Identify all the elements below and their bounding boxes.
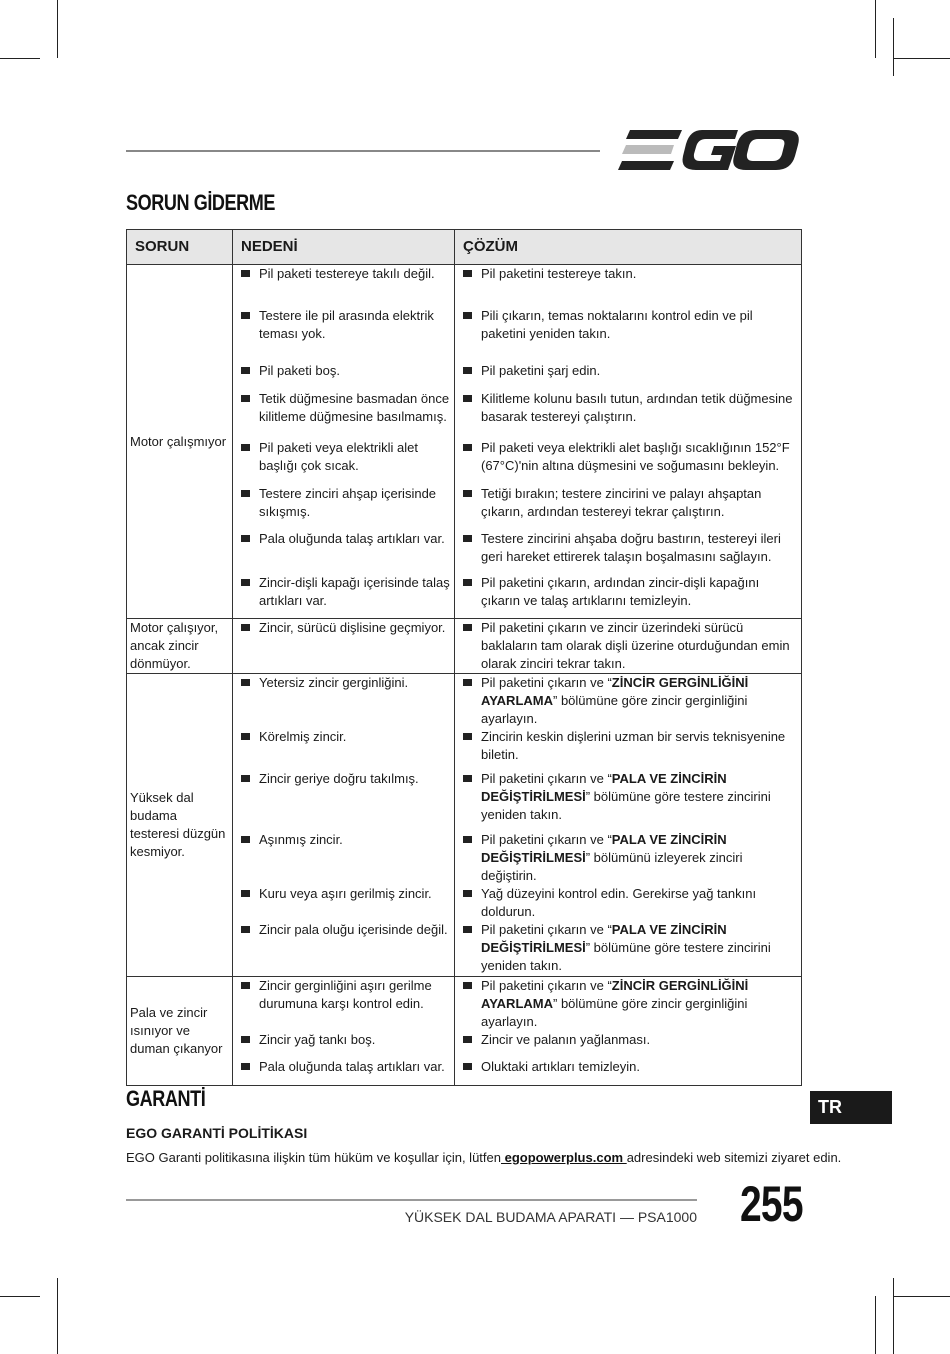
- cause-cell: [233, 885, 455, 921]
- bullet-icon: [241, 367, 250, 374]
- cause-segment: Zincir-dişli kapağı içerisinde talaş artıkları var.: [259, 574, 450, 608]
- cause-text: [259, 439, 451, 475]
- cause-text: [259, 619, 451, 637]
- table-header-row: [127, 230, 802, 265]
- cause-segment: Zincir yağ tankı boş.: [259, 1031, 376, 1047]
- solution-segment: Yağ düzeyini kontrol edin. Gerekirse yağ tankını doldurun.: [481, 886, 757, 919]
- bullet-icon: [463, 624, 472, 631]
- warranty-text-before: EGO Garanti politikasına ilişkin tüm hüküm ve koşullar için, lütfen: [126, 1150, 501, 1165]
- cause-cell: [233, 921, 455, 976]
- crop-mark: [875, 0, 876, 58]
- solution-bold-ref: ZİNCİR GERGİNLİĞİNİ AYARLAMA: [481, 675, 749, 708]
- bullet-icon: [241, 1063, 250, 1070]
- cause-item: [236, 921, 451, 939]
- solution-item: [458, 485, 798, 521]
- cause-segment: Tetik düğmesine basmadan önce kilitleme düğmesine basılmamış.: [259, 390, 450, 424]
- solution-item: [458, 619, 798, 673]
- solution-item: [458, 362, 798, 380]
- cause-item: [236, 530, 451, 548]
- crop-mark: [0, 1296, 40, 1297]
- crop-mark: [893, 1296, 950, 1297]
- bullet-icon: [241, 1036, 250, 1043]
- solution-segment: Zincirin keskin dişlerini uzman bir servis teknisyenine biletin.: [481, 729, 786, 762]
- cause-item: [236, 770, 451, 788]
- bullet-icon: [241, 836, 250, 843]
- solution-text: [481, 530, 798, 566]
- cause-text: [259, 265, 451, 283]
- solution-segment: Pil paketini çıkarın, ardından zincir-dişli kapağını çıkarın ve talaş artıklarını temizleyin.: [481, 574, 760, 608]
- bullet-icon: [241, 926, 250, 933]
- solution-segment: Pil paketini çıkarın ve zincir üzerindeki sürücü baklaların tam olarak dişli üzerine oturduğundan emin olarak zinciri tekrar takın.: [481, 620, 790, 671]
- bullet-icon: [463, 367, 472, 374]
- cause-cell: [233, 1058, 455, 1086]
- solution-text: [481, 362, 798, 380]
- bullet-icon: [241, 444, 250, 451]
- solution-text: [481, 307, 798, 343]
- bullet-icon: [241, 270, 250, 277]
- cause-cell: [233, 362, 455, 390]
- solution-cell: [455, 265, 802, 307]
- crop-mark: [875, 1296, 876, 1354]
- solution-text: [481, 574, 798, 610]
- solution-cell: [455, 831, 802, 885]
- solution-segment: Pil paketini çıkarın ve “: [481, 771, 612, 786]
- cause-segment: Pil paketi veya elektrikli alet başlığı çok sıcak.: [259, 439, 418, 473]
- cause-item: [236, 574, 451, 610]
- bullet-icon: [241, 775, 250, 782]
- cause-cell: [233, 307, 455, 362]
- column-header-solution: ÇÖZÜM: [455, 230, 802, 265]
- solution-item: [458, 977, 798, 1031]
- solution-text: [481, 921, 798, 975]
- cause-item: [236, 885, 451, 903]
- cause-text: [259, 574, 451, 610]
- solution-cell: [455, 728, 802, 770]
- bullet-icon: [241, 982, 250, 989]
- crop-mark: [893, 1278, 894, 1354]
- cause-cell: [233, 530, 455, 574]
- bullet-icon: [241, 490, 250, 497]
- cause-cell: [233, 1031, 455, 1058]
- solution-cell: [455, 976, 802, 1031]
- table-row: [127, 265, 802, 307]
- warranty-subtitle: EGO GARANTİ POLİTİKASI: [126, 1125, 308, 1141]
- cause-item: [236, 307, 451, 343]
- cause-text: [259, 977, 451, 1013]
- solution-item: [458, 728, 798, 764]
- cause-cell: [233, 619, 455, 674]
- bullet-icon: [463, 890, 472, 897]
- solution-item: [458, 265, 798, 283]
- solution-cell: [455, 1058, 802, 1086]
- cause-item: [236, 674, 451, 692]
- warranty-text-after: adresindeki web sitemizi ziyaret edin.: [626, 1150, 842, 1165]
- solution-item: [458, 530, 798, 566]
- solution-text: [481, 831, 798, 885]
- bullet-icon: [463, 775, 472, 782]
- cause-text: [259, 1058, 451, 1076]
- bullet-icon: [463, 836, 472, 843]
- solution-text: [481, 977, 798, 1031]
- language-tab: TR: [810, 1091, 892, 1124]
- bullet-icon: [241, 890, 250, 897]
- solution-text: [481, 674, 798, 728]
- cause-text: [259, 1031, 451, 1049]
- cause-item: [236, 439, 451, 475]
- solution-text: [481, 770, 798, 824]
- cause-segment: Kuru veya aşırı gerilmiş zincir.: [259, 886, 432, 901]
- bullet-icon: [463, 535, 472, 542]
- solution-text: [481, 1058, 798, 1076]
- solution-cell: [455, 574, 802, 619]
- cause-segment: Zincir pala oluğu içerisinde değil.: [259, 922, 448, 937]
- solution-cell: [455, 362, 802, 390]
- cause-item: [236, 977, 451, 1013]
- section-title-troubleshooting: SORUN GİDERME: [126, 190, 276, 215]
- bullet-icon: [463, 579, 472, 586]
- bullet-icon: [463, 733, 472, 740]
- problem-cell: Motor çalışıyor, ancak zincir dönmüyor.: [127, 619, 233, 674]
- solution-segment: Pil paketini çıkarın ve “: [481, 832, 612, 847]
- table-row: [127, 619, 802, 674]
- solution-cell: [455, 619, 802, 674]
- solution-text: [481, 265, 798, 283]
- troubleshooting-table: [126, 229, 802, 1086]
- solution-item: [458, 770, 798, 824]
- bullet-icon: [241, 535, 250, 542]
- cause-cell: [233, 485, 455, 530]
- cause-text: [259, 770, 451, 788]
- solution-segment: ” bölümüne göre zincir gerginliğini ayarlayın.: [481, 995, 748, 1029]
- cause-segment: Pala oluğunda talaş artıkları var.: [259, 530, 445, 546]
- problem-cell: Pala ve zincir ısınıyor ve duman çıkanyor: [127, 976, 233, 1086]
- footer-rule: [126, 1199, 697, 1201]
- table-row: [127, 674, 802, 729]
- cause-text: [259, 921, 451, 939]
- solution-item: [458, 574, 798, 610]
- crop-mark: [57, 1278, 58, 1354]
- solution-segment: ” bölümüne göre zincir gerginliğini ayarlayın.: [481, 693, 748, 726]
- solution-text: [481, 728, 798, 764]
- solution-cell: [455, 770, 802, 831]
- bullet-icon: [241, 679, 250, 686]
- header-rule: [126, 150, 600, 152]
- solution-cell: [455, 439, 802, 485]
- cause-item: [236, 485, 451, 521]
- solution-item: [458, 885, 798, 921]
- solution-segment: Zincir ve palanın yağlanması.: [481, 1031, 651, 1047]
- solution-segment: Pil paketini çıkarın ve “: [481, 922, 612, 937]
- problem-cell: Yüksek dal budama testeresi düzgün kesmiyor.: [127, 674, 233, 977]
- crop-mark: [893, 18, 894, 76]
- solution-item: [458, 439, 798, 475]
- bullet-icon: [463, 395, 472, 402]
- solution-segment: Pil paketini çıkarın ve “: [481, 675, 612, 690]
- solution-item: [458, 1058, 798, 1076]
- solution-segment: ” bölümünü izleyerek zinciri değiştirin.: [481, 850, 743, 883]
- cause-item: [236, 1058, 451, 1076]
- cause-item: [236, 1031, 451, 1049]
- solution-segment: Pil paketini testereye takın.: [481, 266, 637, 281]
- cause-text: [259, 831, 451, 849]
- solution-segment: Pili çıkarın, temas noktalarını kontrol edin ve pil paketini yeniden takın.: [481, 307, 753, 341]
- cause-text: [259, 885, 451, 903]
- solution-cell: [455, 921, 802, 976]
- crop-mark: [893, 58, 950, 59]
- solution-text: [481, 619, 798, 673]
- solution-segment: ” bölümüne göre testere zincirini yeniden takın.: [481, 940, 771, 973]
- solution-bold-ref: ZİNCİR GERGİNLİĞİNİ AYARLAMA: [481, 977, 749, 1011]
- cause-cell: [233, 831, 455, 885]
- ego-logo: [616, 128, 800, 172]
- cause-cell: [233, 770, 455, 831]
- bullet-icon: [241, 312, 250, 319]
- table-row: [127, 976, 802, 1031]
- solution-segment: ” bölümüne göre testere zincirini yeniden takın.: [481, 789, 771, 822]
- solution-cell: [455, 885, 802, 921]
- solution-segment: Kilitleme kolunu basılı tutun, ardından tetik düğmesine basarak testereyi çalıştırın.: [481, 390, 793, 424]
- solution-segment: Tetiği bırakın; testere zincirini ve palayı ahşaptan çıkarın, ardından testereyi tekrar çalıştırın.: [481, 485, 762, 519]
- cause-segment: Yetersiz zincir gerginliğini.: [259, 675, 409, 690]
- bullet-icon: [463, 926, 472, 933]
- cause-cell: [233, 976, 455, 1031]
- cause-text: [259, 530, 451, 548]
- cause-text: [259, 674, 451, 692]
- bullet-icon: [463, 312, 472, 319]
- cause-item: [236, 390, 451, 426]
- cause-segment: Zincir geriye doğru takılmış.: [259, 771, 419, 786]
- solution-cell: [455, 390, 802, 439]
- bullet-icon: [241, 579, 250, 586]
- solution-cell: [455, 485, 802, 530]
- cause-item: [236, 362, 451, 380]
- cause-segment: Körelmiş zincir.: [259, 729, 347, 744]
- solution-segment: Oluktaki artıkları temizleyin.: [481, 1058, 640, 1074]
- solution-bold-ref: PALA VE ZİNCİRİN DEĞİŞTİRİLMESİ: [481, 771, 727, 804]
- solution-segment: Pil paketini şarj edin.: [481, 362, 601, 378]
- bullet-icon: [463, 982, 472, 989]
- solution-segment: Testere zincirini ahşaba doğru bastırın, testereyi ileri geri hareket ettirerek talaşın boşalmasını sağlayın.: [481, 530, 781, 564]
- column-header-cause: NEDENİ: [233, 230, 455, 265]
- solution-item: [458, 390, 798, 426]
- solution-item: [458, 1031, 798, 1049]
- cause-item: [236, 265, 451, 283]
- cause-item: [236, 619, 451, 637]
- cause-segment: Zincir gerginliğini aşırı gerilme durumuna karşı kontrol edin.: [259, 977, 432, 1011]
- solution-text: [481, 1031, 798, 1049]
- cause-cell: [233, 728, 455, 770]
- solution-cell: [455, 530, 802, 574]
- bullet-icon: [241, 733, 250, 740]
- cause-segment: Testere ile pil arasında elektrik teması yok.: [259, 307, 434, 341]
- bullet-icon: [463, 1036, 472, 1043]
- solution-cell: [455, 307, 802, 362]
- solution-item: [458, 674, 798, 728]
- cause-segment: Aşınmış zincir.: [259, 832, 343, 847]
- solution-segment: Pil paketi veya elektrikli alet başlığı sıcaklığının 152°F (67°C)'nin altına düşmesini ve soğumasını bekleyin.: [481, 439, 790, 473]
- solution-text: [481, 485, 798, 521]
- solution-text: [481, 885, 798, 921]
- crop-mark: [57, 0, 58, 58]
- cause-cell: [233, 390, 455, 439]
- solution-cell: [455, 1031, 802, 1058]
- cause-text: [259, 728, 451, 746]
- solution-item: [458, 831, 798, 885]
- cause-segment: Testere zinciri ahşap içerisinde sıkışmış.: [259, 485, 437, 519]
- column-header-problem: SORUN: [127, 230, 233, 265]
- bullet-icon: [241, 395, 250, 402]
- warranty-link[interactable]: egopowerplus.com: [501, 1150, 627, 1165]
- page-number: 255: [740, 1176, 803, 1232]
- solution-bold-ref: PALA VE ZİNCİRİN DEĞİŞTİRİLMESİ: [481, 922, 727, 955]
- cause-cell: [233, 439, 455, 485]
- problem-cell: Motor çalışmıyor: [127, 265, 233, 619]
- solution-cell: [455, 674, 802, 729]
- cause-cell: [233, 574, 455, 619]
- cause-segment: Pala oluğunda talaş artıkları var.: [259, 1058, 445, 1074]
- cause-text: [259, 307, 451, 343]
- cause-item: [236, 728, 451, 746]
- cause-segment: Pil paketi boş.: [259, 362, 340, 378]
- cause-text: [259, 362, 451, 380]
- bullet-icon: [463, 270, 472, 277]
- solution-segment: Pil paketini çıkarın ve “: [481, 977, 612, 993]
- warranty-text: [126, 1150, 841, 1165]
- cause-item: [236, 831, 451, 849]
- footer-product-name: YÜKSEK DAL BUDAMA APARATI — PSA1000: [404, 1209, 697, 1225]
- bullet-icon: [463, 1063, 472, 1070]
- bullet-icon: [463, 679, 472, 686]
- solution-item: [458, 921, 798, 975]
- cause-text: [259, 485, 451, 521]
- section-title-warranty: GARANTİ: [126, 1086, 206, 1111]
- bullet-icon: [463, 444, 472, 451]
- crop-mark: [0, 58, 40, 59]
- solution-item: [458, 307, 798, 343]
- cause-cell: [233, 674, 455, 729]
- cause-cell: [233, 265, 455, 307]
- cause-segment: Zincir, sürücü dişlisine geçmiyor.: [259, 620, 446, 635]
- cause-text: [259, 390, 451, 426]
- cause-segment: Pil paketi testereye takılı değil.: [259, 266, 435, 281]
- bullet-icon: [241, 624, 250, 631]
- solution-text: [481, 439, 798, 475]
- solution-bold-ref: PALA VE ZİNCİRİN DEĞİŞTİRİLMESİ: [481, 832, 727, 865]
- bullet-icon: [463, 490, 472, 497]
- solution-text: [481, 390, 798, 426]
